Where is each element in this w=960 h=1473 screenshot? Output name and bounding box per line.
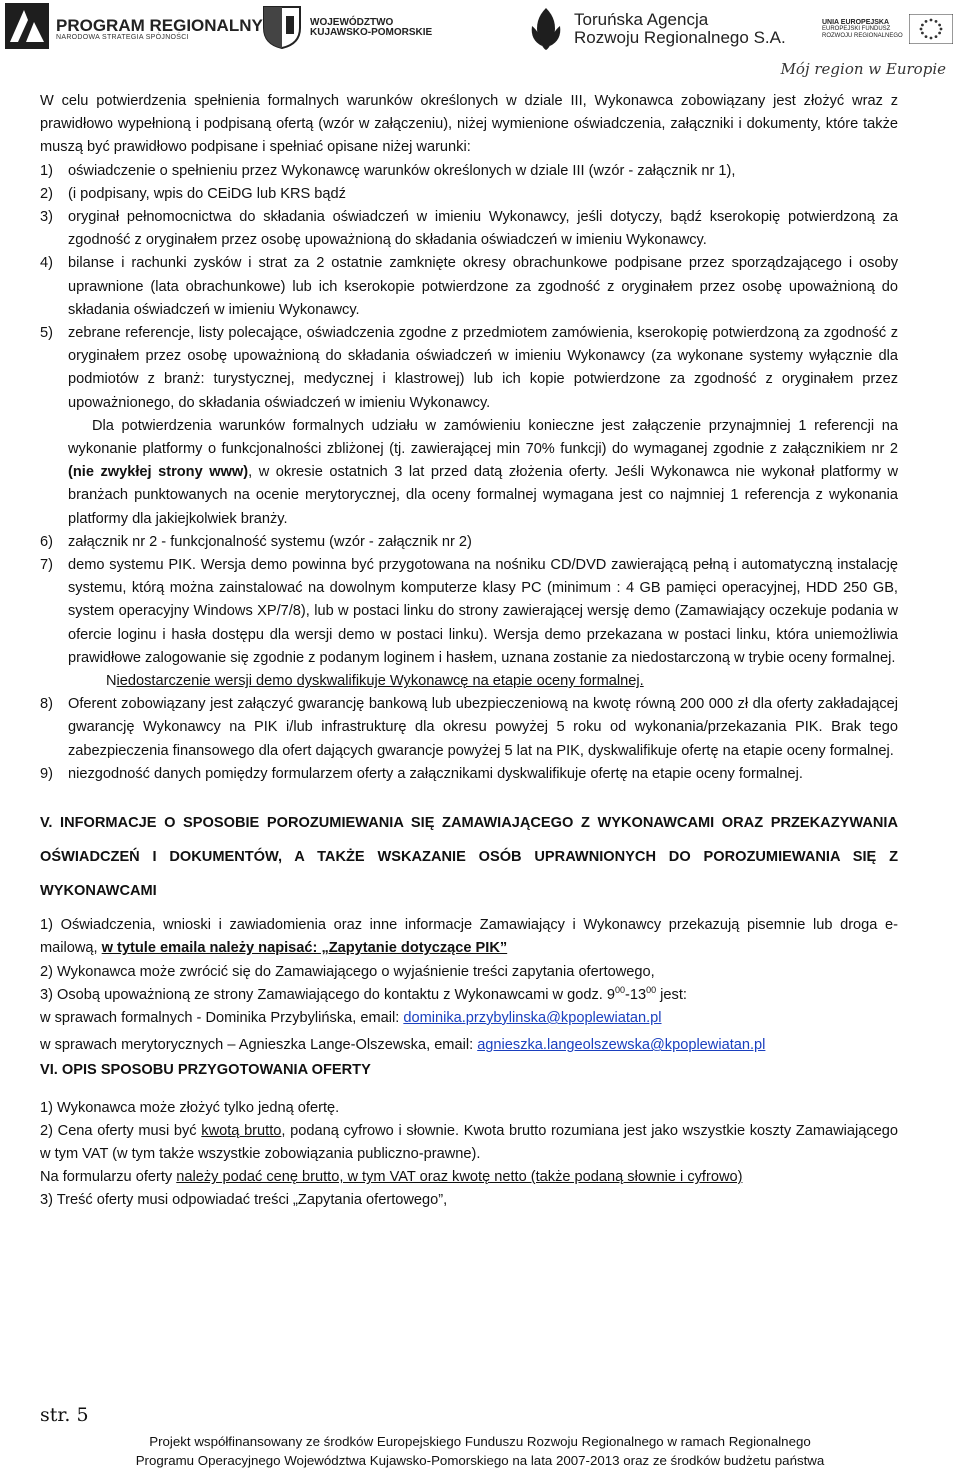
logo4-line3: ROZWOJU REGIONALNEGO (822, 32, 903, 39)
list-item-number: 9) (40, 765, 53, 782)
logo2-line1: WOJEWÓDZTWO (310, 16, 394, 28)
s5-paragraph-4 (40, 1007, 898, 1030)
list-item (40, 554, 898, 670)
list-item (40, 763, 898, 786)
item7-disqualify-note (68, 670, 898, 693)
document-body (40, 90, 898, 1213)
logo3-line2: Rozwoju Regionalnego S.A. (574, 28, 786, 47)
list-item-text: bilanse i rachunki zysków i strat za 2 ostatnie zamknięte okresy obrachunkowe podpisane przez sporządzającego i osoby uprawnione (lata obrachunkowe) lub ich kserokopie potwierdzone za zgodność z oryginałem przez osobę upoważnioną do składania oświadczeń w imieniu Wykonawcy. (68, 255, 898, 318)
footer-line-2: Programu Operacyjnego Województwa Kujawsko-Pomorskiego na lata 2007-2013 oraz ze środków budżetu państwa (135, 1453, 825, 1468)
s6-p2-text-b: , podaną cyfrowo i słownie. Kwota brutto rozumiana jest jako wszystkie koszty Zamawiającego w tym VAT (w tym także wszystkie zobowiązania publiczno-prawne). (40, 1122, 898, 1162)
substantive-contact-email-link[interactable]: agnieszka.langeolszewska@kpoplewiatan.pl (477, 1037, 766, 1054)
logo-program-regionalny (4, 2, 263, 50)
list-item-text: Oferent zobowiązany jest załączyć gwarancję bankową lub ubezpieczeniową na kwotę równą 200 000 zł dla oferty zakładającej gwarancję Wykonawcy na PIK i/lub infrastrukturę dla okresu powyżej 5 roku od wykonania/przekazania PIK. Brak tego zabezpieczenia finansowego dla ofert dających gwarancje powyżej 5 lat na PIK, dyskwalifikuje ofertę na etapie oceny formalnej. (68, 696, 898, 759)
list-item-text: zebrane referencje, listy polecające, oświadczenia zgodne z przedmiotem zamówienia, kserokopię potwierdzoną za zgodność z oryginałem przez osobę upoważnioną do składania oświadczeń w imieniu Wykonawcy (za wykonane systemy wyłącznie dla podmiotów z branż: turystycznej, medycznej i klastrowej) lub ich kopie potwierdzone za zgodność z oryginałem przez upoważnionego, do składania oświadczeń w imieniu Wykonawcy. (68, 325, 898, 411)
program-regionalny-emblem-icon (4, 2, 50, 50)
s5-p5-text: w sprawach merytorycznych – Agnieszka Lange-Olszewska, email: (40, 1037, 478, 1054)
list-item-text: niezgodność danych pomiędzy formularzem oferty a załącznikami dyskwalifikuje ofertę na etapie oceny formalnej. (68, 765, 803, 782)
s5-p4-text: w sprawach formalnych - Dominika Przybylińska, email: (40, 1009, 404, 1026)
item5-note-bold: (nie zwykłej strony www) (68, 464, 249, 481)
section-5-heading: V. INFORMACJE O SPOSOBIE POROZUMIEWANIA SIĘ ZAMAWIAJĄCEGO Z WYKONAWCAMI ORAZ PRZEKAZYWANIA OŚWIADCZEŃ I DOKUMENTÓW, A TAKŻE WSKAZANIE OSÓB UPRAWNIONYCH DO POROZUMIEWANIA SIĘ Z WYKONAWCAMI (40, 815, 898, 900)
s5-p1-email-subject: w tytule emaila należy napisać: „Zapytanie dotyczące PIK” (101, 940, 508, 957)
eu-flag-icon (909, 14, 953, 44)
s6-p3-text-a: Na formularzu oferty (40, 1169, 177, 1186)
item5-reference-note (68, 415, 898, 531)
s5-p3-sup-2: 00 (646, 984, 657, 995)
list-item-number: 8) (40, 696, 53, 713)
logo-unia-europejska (822, 14, 953, 44)
s6-paragraph-4: 3) Treść oferty musi odpowiadać treści „Zapytania ofertowego”, (40, 1192, 448, 1209)
logo3-line1: Toruńska Agencja (574, 10, 709, 30)
list-item (40, 531, 898, 554)
s6-p2-text-a: 2) Cena oferty musi być (40, 1122, 202, 1139)
logo2-line2: KUJAWSKO-POMORSKIE (310, 27, 433, 38)
logo-tarr (524, 6, 786, 52)
item5-note-part-a: Dla potwierdzenia warunków formalnych udziału w zamówieniu konieczne jest załączenie przynajmniej 1 referencji na wykonanie platformy o funkcjonalności zbliżonej (tj. zawierającej min 70% funkcji) do wymaganej zgodnie z załącznikiem nr 2 (68, 417, 898, 458)
footer-line-1: Projekt współfinansowany ze środków Europejskiego Funduszu Rozwoju Regionalnego w ramach Regionalnego (149, 1434, 811, 1449)
list-item-number: 1) (40, 162, 53, 179)
s5-paragraph-2: 2) Wykonawca może zwrócić się do Zamawiającego o wyjaśnienie treści zapytania ofertowego, (40, 963, 655, 980)
s5-p3-text-b: -13 (625, 986, 647, 1003)
s5-paragraph-5 (40, 1034, 898, 1057)
list-item (40, 206, 898, 252)
s5-paragraph-3 (40, 984, 898, 1007)
list-item-number: 4) (40, 255, 53, 272)
list-item-text: (i podpisany, wpis do CEiDG lub KRS bądź (68, 185, 346, 202)
s6-paragraph-1: 1) Wykonawca może złożyć tylko jedną ofertę. (40, 1099, 340, 1116)
s5-paragraph-1 (40, 914, 898, 960)
logo4-line1: UNIA EUROPEJSKA (822, 19, 890, 27)
list-item (40, 693, 898, 763)
page-header (0, 0, 960, 90)
section-6-heading: VI. OPIS SPOSOBU PRZYGOTOWANIA OFERTY (40, 1062, 371, 1079)
motto-text: Mój region w Europie (780, 60, 946, 78)
tarr-leaf-icon (524, 6, 568, 52)
list-item-number: 3) (40, 209, 53, 226)
page-number: str. 5 (40, 1404, 89, 1426)
list-item-number: 6) (40, 533, 53, 550)
s6-p3-underlined: należy podać cenę brutto, w tym VAT oraz kwotę netto (także podaną słownie i cyfrowo) (176, 1169, 743, 1186)
list-item (40, 160, 898, 183)
s6-paragraph-3 (40, 1166, 898, 1189)
item7-note-underlined: iedostarczenie wersji demo dyskwalifikuje Wykonawcę na etapie oceny formalnej. (116, 673, 644, 690)
list-item-text: załącznik nr 2 - funkcjonalność systemu (wzór - załącznik nr 2) (68, 533, 472, 550)
list-item-number: 7) (40, 557, 53, 574)
logo1-title: PROGRAM REGIONALNY (56, 15, 263, 35)
list-item (40, 183, 898, 206)
s6-paragraph-2 (40, 1120, 898, 1166)
list-item (40, 252, 898, 322)
s5-p3-text-a: 3) Osobą upoważnioną ze strony Zamawiającego do kontaktu z Wykonawcami w godz. 9 (40, 986, 615, 1003)
s5-p3-text-c: jest: (656, 986, 687, 1003)
logo-wojewodztwo (260, 4, 432, 50)
coat-of-arms-icon (260, 4, 304, 50)
s5-p3-sup-1: 00 (615, 984, 626, 995)
list-item-text: oświadczenie o spełnieniu przez Wykonawcę warunków określonych w dziale III (wzór - załącznik nr 1), (68, 162, 736, 179)
list-item-number: 5) (40, 325, 53, 342)
s5-p1-text: 1) Oświadczenia, wnioski i zawiadomienia oraz inne informacje Zamawiający i Wykonawcy przekazują pisemnie lub droga e-mailową, (40, 917, 898, 957)
list-item-text: demo systemu PIK. Wersja demo powinna być przygotowana na nośniku CD/DVD zawierającą pełną i automatyczną instalację systemu, którą można zainstalować na dowolnym komputerze klasy PC (minimum : 4 GB pamięci operacyjnej, HDD 250 GB, system operacyjny Windows XP/7/8), lub w postaci linku do strony zawierającej wersję demo (Zamawiający oczekuje podania w ofercie loginu i hasła dostępu dla wersji demo w postaci linku). Wersja demo przekazana w postaci linku, która uniemożliwia prawidłowe zalogowanie się zgodnie z podanym loginem i hasłem, uznana zostanie za niedostarczoną w trybie oceny formalnej. (68, 557, 898, 666)
item7-note-initial: N (106, 673, 117, 690)
list-item (40, 322, 898, 415)
intro-paragraph: W celu potwierdzenia spełnienia formalnych warunków określonych w dziale III, Wykonawca zobowiązany jest złożyć wraz z prawidłowo wypełnioną i podpisaną ofertą (wzór w załączeniu), niżej wymienione oświadczenia, załączniki i dokumenty, które także muszą być prawidłowo podpisane i spełniać opisane niżej warunki: (40, 93, 898, 156)
list-item-text: oryginał pełnomocnictwa do składania oświadczeń w imieniu Wykonawcy, jeśli dotyczy, bądź kserokopię potwierdzoną za zgodność z oryginałem przez osobę upoważnioną do składania oświadczeń w imieniu Wykonawcy. (68, 209, 898, 249)
item5-note-part-b: , w okresie ostatnich 3 lat przed datą złożenia oferty. Jeśli Wykonawca nie wykonał platformy w branżach punktowanych na ocenie merytorycznej, dla oceny formalnej wymagana jest co najmniej 1 referencja z wykonania platformy dla jakiejkolwiek branży. (68, 464, 898, 527)
formal-contact-email-link[interactable]: dominika.przybylinska@kpoplewiatan.pl (403, 1009, 662, 1026)
logo1-subtitle: NARODOWA STRATEGIA SPÓJNOŚCI (56, 34, 189, 42)
logo4-line2: EUROPEJSKI FUNDUSZ (822, 26, 891, 33)
list-item-number: 2) (40, 185, 53, 202)
s6-p2-underlined: kwotą brutto (201, 1122, 282, 1139)
